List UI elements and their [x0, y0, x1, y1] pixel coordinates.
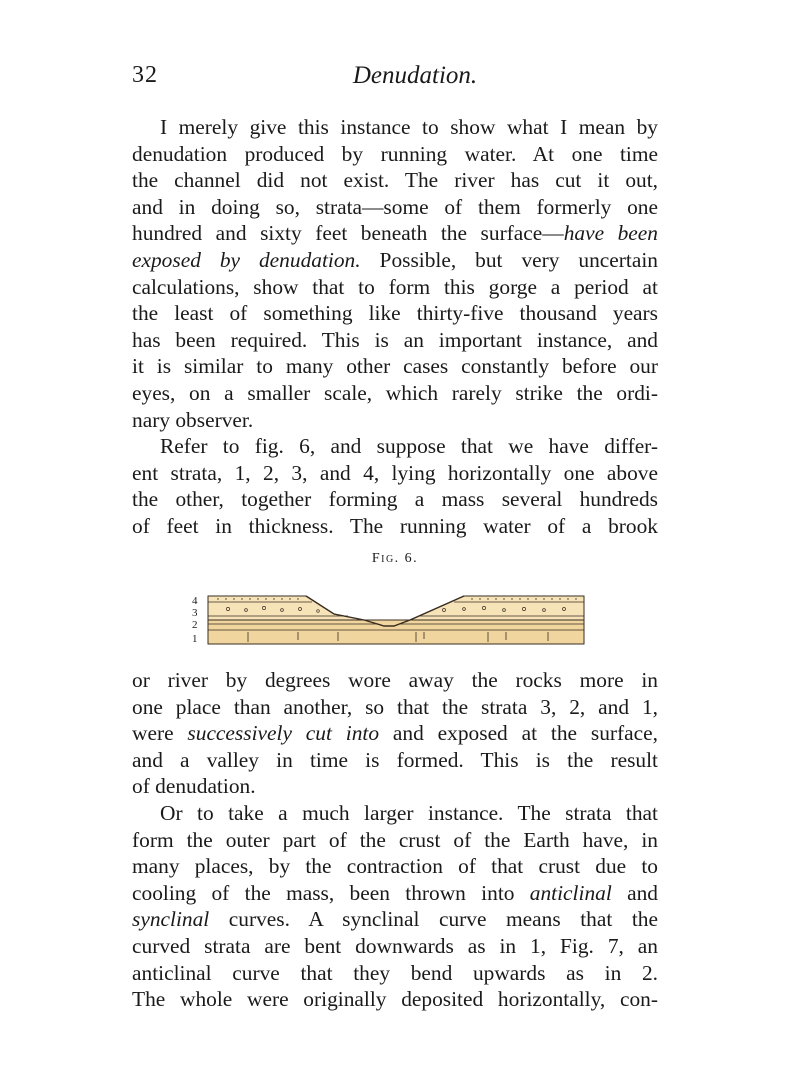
text-line: many places, by the contraction of that crust due to — [132, 854, 658, 879]
page-number: 32 — [132, 62, 158, 88]
stratum-3-4-left — [208, 596, 364, 620]
figure-caption: Fig. 6. — [371, 551, 419, 566]
text-block-upper — [132, 114, 658, 540]
text-line: hundred and sixty feet beneath the surface—have been — [132, 221, 658, 246]
text-line: form the outer part of the crust of the Earth have, in — [132, 827, 658, 852]
stratum-label: 3 — [192, 607, 198, 619]
text-line: exposed by denudation. Possible, but very uncertain — [132, 247, 658, 272]
text-line: cooling of the mass, been thrown into anticlinal and — [132, 880, 658, 905]
text-line: and a valley in time is formed. This is the result — [132, 747, 658, 772]
strata-section-illustration — [188, 590, 588, 648]
text-line: of feet in thickness. The running water of a brook — [132, 513, 658, 538]
stratum-label: 1 — [192, 633, 198, 645]
page-header — [132, 62, 658, 96]
text-block-lower — [132, 667, 658, 1013]
text-line: the other, together forming a mass several hundreds — [132, 487, 658, 512]
running-head: Denudation. — [352, 62, 478, 89]
stratum-label: 2 — [192, 619, 198, 631]
text-line: synclinal curves. A synclinal curve means that the — [132, 907, 658, 932]
text-line: Refer to fig. 6, and suppose that we have differ- — [160, 434, 658, 459]
text-line: of denudation. — [132, 774, 256, 799]
figure-6-strata-diagram — [188, 590, 588, 648]
text-line: were successively cut into and exposed at the surface, — [132, 721, 658, 746]
text-line: has been required. This is an important instance, and — [132, 327, 658, 352]
text-line: denudation produced by running water. At one time — [132, 141, 658, 166]
text-line: one place than another, so that the strata 3, 2, and 1, — [132, 694, 658, 719]
text-line: it is similar to many other cases constantly before our — [132, 354, 658, 379]
stratum-1-2-fill — [208, 620, 584, 644]
text-line: the least of something like thirty-five thousand years — [132, 301, 658, 326]
text-line: curved strata are bent downwards as in 1, Fig. 7, an — [132, 933, 658, 958]
text-line: nary observer. — [132, 407, 254, 432]
text-line: or river by degrees wore away the rocks more in — [132, 668, 658, 692]
text-line: and in doing so, strata—some of them formerly one — [132, 194, 658, 219]
text-line: Or to take a much larger instance. The strata that — [160, 800, 658, 825]
stratum-label: 4 — [192, 595, 198, 607]
text-line: ent strata, 1, 2, 3, and 4, lying horizontally one above — [132, 460, 658, 485]
text-line: anticlinal curve that they bend upwards as in 2. — [132, 960, 658, 985]
text-line: I merely give this instance to show what I mean by — [160, 115, 658, 139]
text-line: eyes, on a smaller scale, which rarely strike the ordi- — [132, 380, 658, 405]
text-line: calculations, show that to form this gorge a period at — [132, 274, 658, 299]
text-line: The whole were originally deposited horizontally, con- — [132, 987, 658, 1012]
text-line: the channel did not exist. The river has cut it out, — [132, 168, 658, 193]
